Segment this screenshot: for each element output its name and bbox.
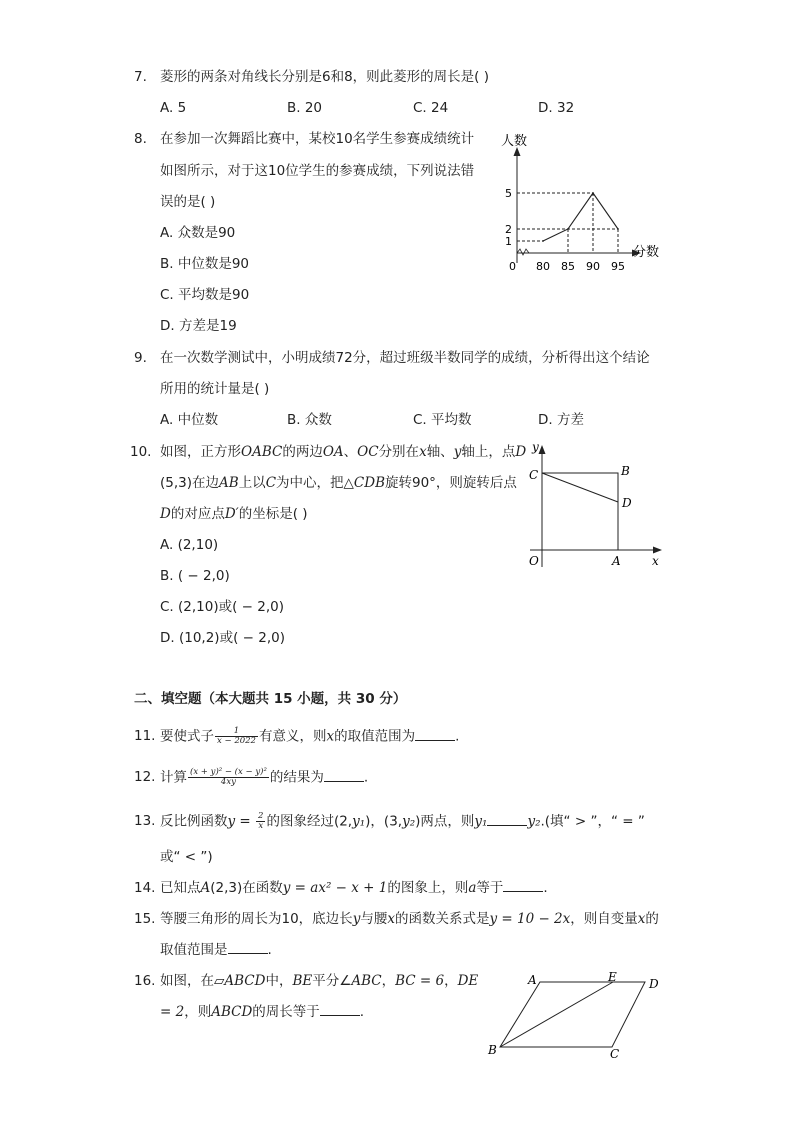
data-point-95 xyxy=(617,228,619,230)
y-axis-arrow xyxy=(539,445,546,454)
x-tick-label-85: 85 xyxy=(561,260,575,273)
q13-stem-line2: 或“ < ”) xyxy=(160,849,213,865)
label-x: x xyxy=(652,554,659,568)
q7-option-b: B. 20 xyxy=(287,100,323,116)
q8-stem-line3: 误的是( ) xyxy=(160,194,216,210)
q10-option-d: D. (10,2)或( − 2,0) xyxy=(160,630,285,646)
q16-number: 16. xyxy=(134,973,156,989)
q8-option-b: B. 中位数是90 xyxy=(160,256,250,272)
q10-square-figure xyxy=(522,437,672,577)
q12-fraction: $\frac{\text{(x + y)² − (x − y)²}}{4xy}$ xyxy=(190,767,267,787)
q16-answer-blank[interactable] xyxy=(320,1003,360,1016)
q9-option-c: C. 平均数 xyxy=(413,412,472,428)
label-c: C xyxy=(529,468,539,482)
x-tick-label-95: 95 xyxy=(611,260,625,273)
q8-stem-line1: 在参加一次舞蹈比赛中，某校10名学生参赛成绩统计 xyxy=(160,131,475,147)
q10-stem-line2: (5,3)在边AB上以C为中心，把△CDB旋转90°，则旋转后点 xyxy=(160,475,517,491)
q13-stem-line1: 反比例函数y = $\frac{2}{x}$ 的图象经过(2,y₁)，(3,y₂)两点，则y₁ y₂.(填“ > ”，“ = ” xyxy=(160,811,645,831)
label-a: A xyxy=(528,973,537,987)
x-tick-label-80: 80 xyxy=(536,260,550,273)
q9-number: 9. xyxy=(134,350,147,366)
q12-stem: 计算 $\frac{\text{(x + y)² − (x − y)²}}{4xy}$ 的结果为 . xyxy=(160,767,369,787)
q9-stem-line1: 在一次数学测试中，小明成绩72分，超过班级半数同学的成绩，分析得出这个结论 xyxy=(160,350,650,366)
q8-number: 8. xyxy=(134,131,147,147)
q9-option-d: D. 方差 xyxy=(538,412,584,428)
origin-label: 0 xyxy=(509,260,516,273)
y-tick-label-5: 5 xyxy=(505,187,512,200)
y-tick-label-1: 1 xyxy=(505,235,512,248)
x-tick-label-90: 90 xyxy=(586,260,600,273)
q11-stem: 要使式子 $\frac{1}{x - 2022}$ 有意义，则x的取值范围为 . xyxy=(160,726,460,746)
q14-answer-blank[interactable] xyxy=(503,879,543,892)
data-point-90 xyxy=(592,192,594,194)
q15-answer-blank[interactable] xyxy=(228,941,268,954)
q8-option-a: A. 众数是90 xyxy=(160,225,236,241)
q10-option-c: C. (2,10)或( − 2,0) xyxy=(160,599,284,615)
segment-be xyxy=(500,982,613,1047)
q14-stem: 已知点A(2,3)在函数y = ax² − x + 1的图象上，则a等于 . xyxy=(160,880,548,896)
q16-stem-line1: 如图，在▱ABCD中，BE平分∠ABC，BC = 6，DE xyxy=(160,973,479,989)
y-axis-label: 人数 xyxy=(501,134,528,149)
q10-option-a: A. (2,10) xyxy=(160,537,219,553)
q16-stem-line2: = 2，则ABCD的周长等于 . xyxy=(160,1004,365,1020)
q8-option-c: C. 平均数是90 xyxy=(160,287,250,303)
square-oabc xyxy=(542,473,618,550)
label-a: A xyxy=(612,554,621,568)
q10-option-b: B. ( − 2,0) xyxy=(160,568,230,584)
label-y: y xyxy=(532,440,539,454)
section-title-fill-in: 二、填空题（本大题共 15 小题，共 30 分） xyxy=(134,691,407,707)
axis-break xyxy=(517,249,529,255)
q12-answer-blank[interactable] xyxy=(324,769,364,782)
q15-stem-line1: 等腰三角形的周长为10，底边长y与腰x的函数关系式是y = 10 − 2x，则自变量x的 xyxy=(160,911,659,927)
label-b: B xyxy=(621,464,630,478)
q14-number: 14. xyxy=(134,880,156,896)
q10-stem-line1: 如图，正方形OABC的两边OA、OC分别在x轴、y轴上，点D xyxy=(160,444,527,460)
q13-number: 13. xyxy=(134,813,156,829)
q13-answer-blank[interactable] xyxy=(487,813,527,826)
parallelogram-abcd xyxy=(500,982,645,1047)
label-b: B xyxy=(488,1043,497,1057)
q7-stem: 菱形的两条对角线长分别是6和8，则此菱形的周长是( ) xyxy=(160,69,490,85)
q16-parallelogram-figure xyxy=(485,970,675,1065)
label-e: E xyxy=(608,970,617,984)
q12-number: 12. xyxy=(134,769,156,785)
q7-number: 7. xyxy=(134,69,147,85)
label-c: C xyxy=(610,1047,620,1061)
q9-stem-line2: 所用的统计量是( ) xyxy=(160,381,270,397)
q8-line-chart xyxy=(495,125,675,275)
q15-stem-line2: 取值范围是 . xyxy=(160,942,272,958)
q10-stem-line3: D的对应点D′的坐标是( ) xyxy=(160,506,308,522)
q9-option-a: A. 中位数 xyxy=(160,412,219,428)
q11-answer-blank[interactable] xyxy=(415,728,455,741)
q7-option-a: A. 5 xyxy=(160,100,187,116)
q7-option-c: C. 24 xyxy=(413,100,449,116)
q9-option-b: B. 众数 xyxy=(287,412,332,428)
data-point-85 xyxy=(567,228,569,230)
series-line xyxy=(543,193,618,241)
q8-option-d: D. 方差是19 xyxy=(160,318,237,334)
x-axis-arrow xyxy=(653,547,662,554)
label-d: D xyxy=(622,496,632,510)
label-d: D xyxy=(649,977,659,991)
q15-number: 15. xyxy=(134,911,156,927)
q8-stem-line2: 如图所示，对于这10位学生的参赛成绩，下列说法错 xyxy=(160,163,475,179)
q13-fraction: $\frac{2}{x}$ xyxy=(258,811,264,831)
q11-number: 11. xyxy=(134,728,156,744)
segment-cd xyxy=(542,473,618,502)
q10-number: 10. xyxy=(130,444,152,460)
q11-fraction: $\frac{1}{x - 2022}$ xyxy=(217,726,256,746)
data-point-80 xyxy=(542,240,544,242)
label-o: O xyxy=(529,554,539,568)
x-axis-label: 分数 xyxy=(633,245,660,260)
q7-option-d: D. 32 xyxy=(538,100,575,116)
y-tick-label-2: 2 xyxy=(505,223,512,236)
